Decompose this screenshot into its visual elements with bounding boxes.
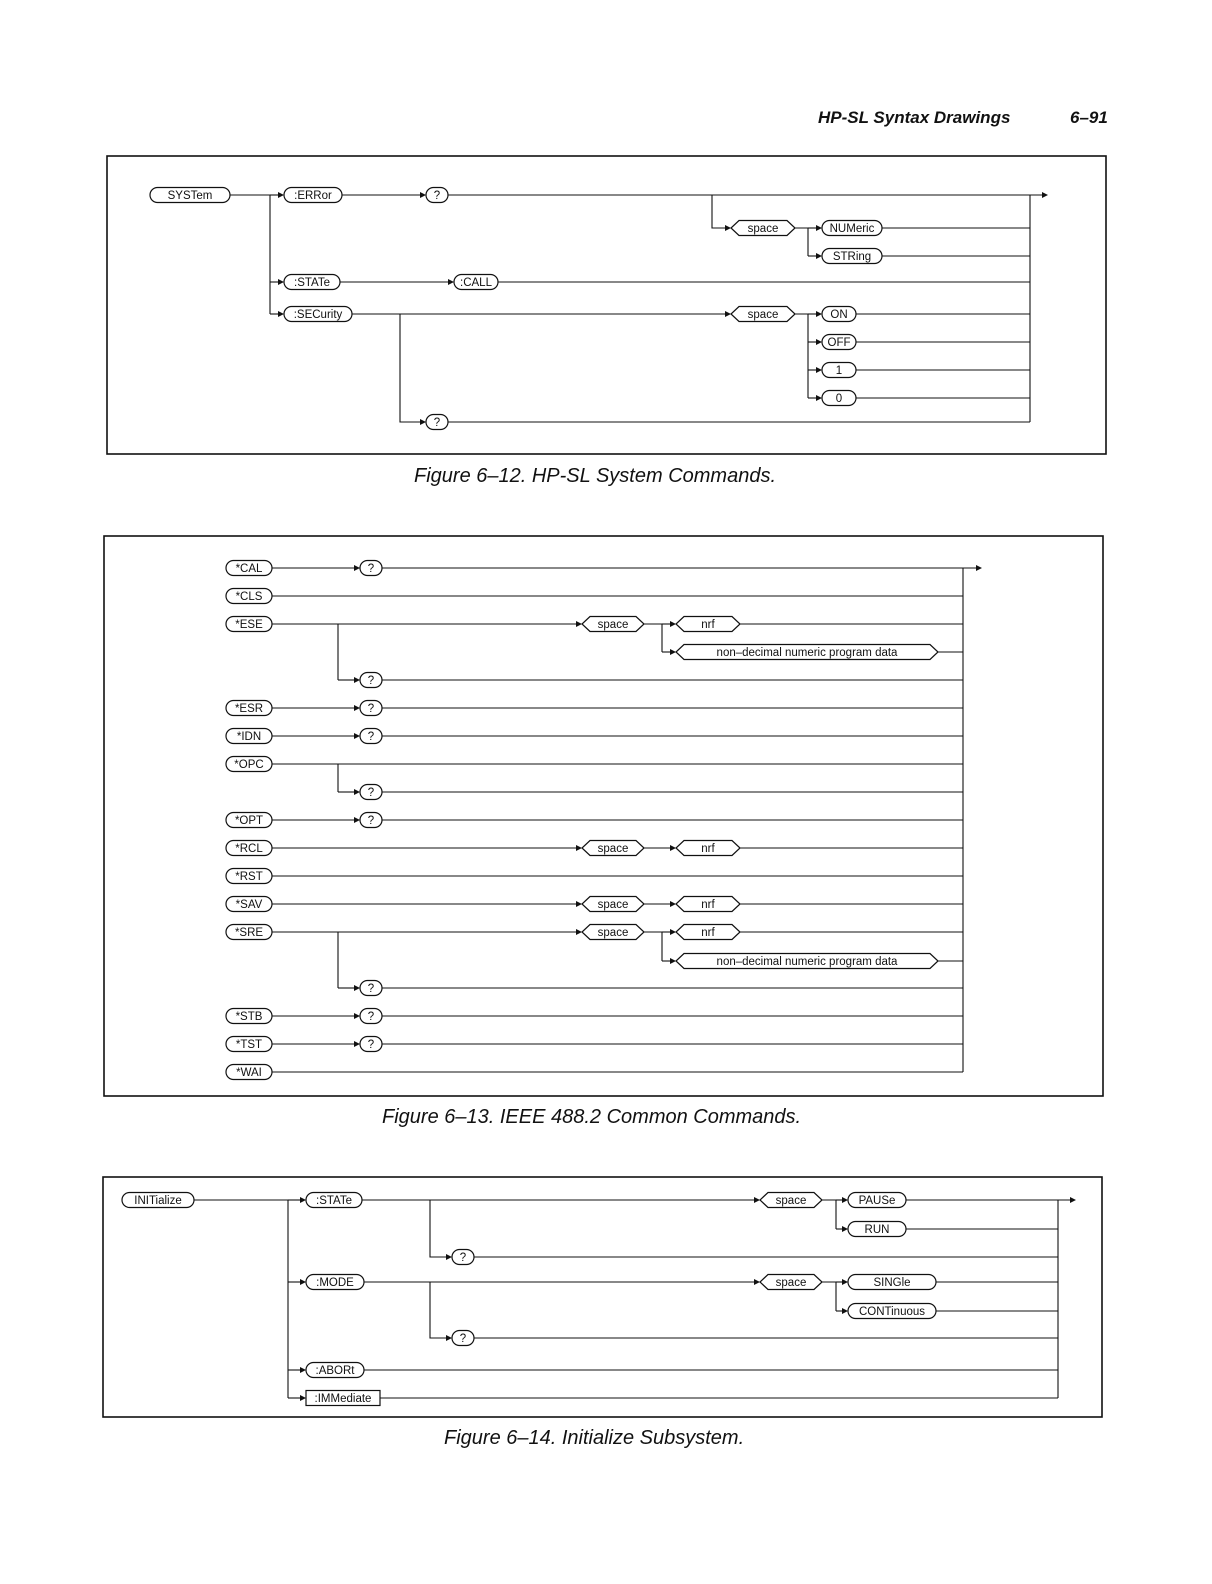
svg-text:INITialize: INITialize: [134, 1195, 182, 1207]
svg-text:*STB: *STB: [235, 1011, 263, 1023]
svg-text:?: ?: [367, 815, 375, 827]
node-query: [452, 1250, 474, 1265]
svg-text:nrf: nrf: [701, 899, 715, 911]
figure-caption-6-14: Figure 6–14. Initialize Subsystem.: [444, 1427, 745, 1449]
svg-text::CALL: :CALL: [460, 277, 492, 289]
node-single: [848, 1275, 936, 1290]
svg-text:*RST: *RST: [235, 871, 263, 883]
svg-text:?: ?: [367, 1039, 375, 1051]
svg-text:RUN: RUN: [864, 1224, 890, 1236]
node-space: [760, 1275, 822, 1290]
svg-text:SYSTem: SYSTem: [167, 190, 213, 202]
svg-text:space: space: [775, 1195, 807, 1207]
node-state: [306, 1193, 362, 1208]
svg-text:?: ?: [367, 1011, 375, 1023]
page-number: 6–91: [1070, 108, 1108, 127]
svg-text:space: space: [597, 899, 629, 911]
svg-text:?: ?: [367, 983, 375, 995]
svg-text::SECurity: :SECurity: [293, 309, 343, 321]
svg-text:?: ?: [367, 731, 375, 743]
node-run: [848, 1222, 906, 1237]
svg-text:nrf: nrf: [701, 619, 715, 631]
svg-text::STATe: :STATe: [294, 277, 330, 289]
svg-text:space: space: [747, 309, 779, 321]
svg-text:space: space: [597, 843, 629, 855]
svg-text:space: space: [597, 927, 629, 939]
svg-text:?: ?: [367, 675, 375, 687]
svg-text:1: 1: [835, 365, 843, 377]
svg-text:PAUSe: PAUSe: [858, 1195, 896, 1207]
node-initialize: [122, 1193, 194, 1208]
svg-text:*RCL: *RCL: [235, 843, 263, 855]
svg-text:*CAL: *CAL: [235, 563, 263, 575]
node-continuous: [848, 1304, 936, 1319]
node-immediate: [306, 1391, 380, 1406]
svg-text:STRing: STRing: [832, 251, 872, 263]
svg-text:*TST: *TST: [235, 1039, 263, 1051]
svg-text:?: ?: [367, 563, 375, 575]
node-abort: [306, 1363, 364, 1378]
svg-text:0: 0: [835, 393, 843, 405]
svg-text::ABORt: :ABORt: [315, 1365, 355, 1377]
svg-text:?: ?: [433, 417, 441, 429]
node-pause: [848, 1193, 906, 1208]
svg-text:*SAV: *SAV: [235, 899, 263, 911]
svg-text:OFF: OFF: [827, 337, 851, 349]
svg-text::STATe: :STATe: [316, 1195, 352, 1207]
svg-text:?: ?: [459, 1333, 467, 1345]
svg-text:*ESR: *ESR: [234, 703, 264, 715]
svg-text:ON: ON: [830, 309, 848, 321]
svg-text::MODE: :MODE: [316, 1277, 354, 1289]
svg-text:*CLS: *CLS: [235, 591, 263, 603]
page-header-title: HP-SL Syntax Drawings: [818, 108, 1011, 127]
svg-text:?: ?: [367, 703, 375, 715]
svg-text:nrf: nrf: [701, 927, 715, 939]
svg-text:SINGle: SINGle: [873, 1277, 911, 1289]
figure-caption-6-12: Figure 6–12. HP-SL System Commands.: [414, 465, 777, 487]
svg-text:nrf: nrf: [701, 843, 715, 855]
svg-text:?: ?: [433, 190, 441, 202]
svg-text:?: ?: [367, 787, 375, 799]
svg-text:space: space: [747, 223, 779, 235]
svg-text:*ESE: *ESE: [235, 619, 263, 631]
svg-text:*WAI: *WAI: [236, 1067, 262, 1079]
svg-text:*IDN: *IDN: [236, 731, 262, 743]
node-mode: [306, 1275, 364, 1290]
svg-text:non–decimal numeric program da: non–decimal numeric program data: [716, 647, 898, 659]
svg-text:*OPC: *OPC: [234, 759, 264, 771]
svg-text:non–decimal numeric program da: non–decimal numeric program data: [716, 956, 898, 968]
svg-text:?: ?: [459, 1252, 467, 1264]
svg-text::IMMediate: :IMMediate: [314, 1393, 372, 1405]
svg-text:*SRE: *SRE: [234, 927, 264, 939]
node-space: [760, 1193, 822, 1208]
svg-text::ERRor: :ERRor: [294, 190, 332, 202]
svg-text:space: space: [597, 619, 629, 631]
node-query: [452, 1331, 474, 1346]
figure-caption-6-13: Figure 6–13. IEEE 488.2 Common Commands.: [382, 1106, 802, 1128]
svg-text:*OPT: *OPT: [234, 815, 264, 827]
svg-text:space: space: [775, 1277, 807, 1289]
svg-text:CONTinuous: CONTinuous: [858, 1306, 926, 1318]
svg-text:NUMeric: NUMeric: [829, 223, 875, 235]
